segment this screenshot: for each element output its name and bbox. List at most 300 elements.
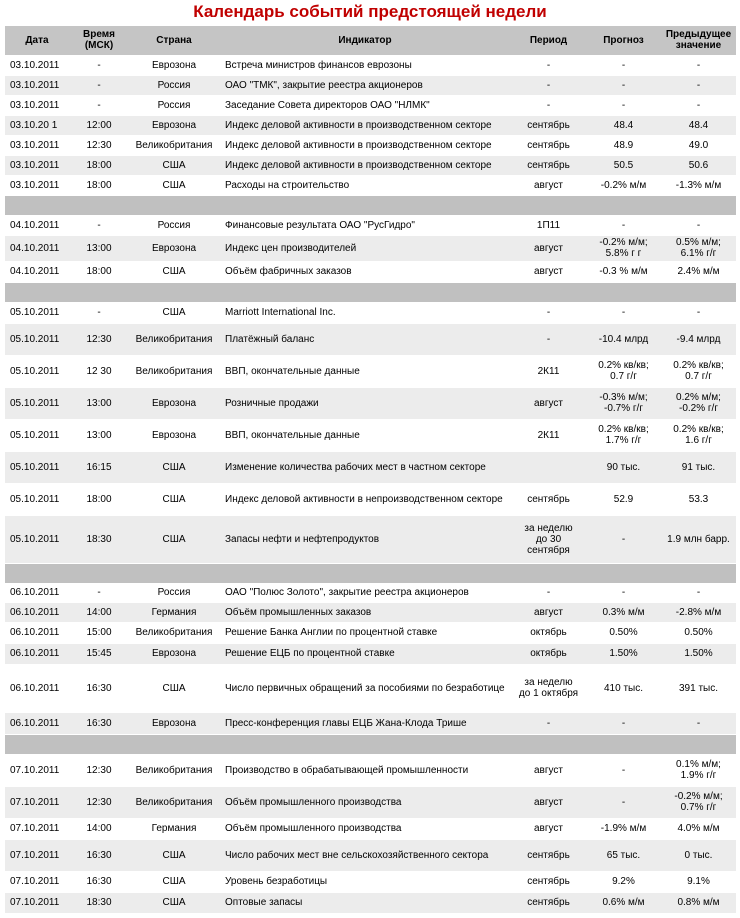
- period-cell: -: [511, 55, 586, 75]
- period-cell: сентябрь: [511, 839, 586, 871]
- table-row: [5, 419, 736, 451]
- date-cell: 07.10.2011: [5, 871, 69, 892]
- date-cell: 07.10.2011: [5, 818, 69, 839]
- forecast-line: 65 тыс.: [606, 849, 641, 861]
- table-row: [5, 75, 736, 95]
- previous-line: -2.8% м/м: [675, 606, 722, 618]
- previous-line: -1.3% м/м: [675, 179, 722, 191]
- indicator-cell: Индекс деловой активности в производственном секторе: [219, 135, 511, 155]
- page-title: Календарь событий предстоящей недели: [193, 2, 547, 21]
- previous-line: 4.0% м/м: [677, 823, 720, 834]
- previous-cell: [661, 786, 736, 818]
- previous-cell: [661, 818, 736, 839]
- time-cell: 12 30: [69, 355, 129, 387]
- previous-line: -0.2% г/г: [679, 403, 718, 414]
- indicator-cell: Финансовые результата ОАО "РусГидро": [219, 215, 511, 235]
- forecast-cell: [586, 664, 661, 712]
- table-row: [5, 235, 736, 261]
- previous-line: 2.4% м/м: [677, 266, 720, 277]
- indicator-cell: Число первичных обращений за пособиями по безработице: [219, 664, 511, 712]
- indicator-cell: Розничные продажи: [219, 387, 511, 419]
- table-row: [5, 892, 736, 913]
- time-cell: 13:00: [69, 419, 129, 451]
- time-cell: 18:00: [69, 175, 129, 195]
- country-cell: США: [129, 175, 219, 195]
- country-cell: Великобритания: [129, 323, 219, 355]
- previous-cell: [661, 451, 736, 483]
- previous-cell: [661, 235, 736, 261]
- country-cell: США: [129, 892, 219, 913]
- previous-line: 53.3: [688, 493, 709, 505]
- table-row: [5, 355, 736, 387]
- country-cell: США: [129, 261, 219, 282]
- previous-cell: [661, 387, 736, 419]
- previous-cell: [661, 419, 736, 451]
- previous-line: 0.7 г/г: [685, 371, 712, 382]
- forecast-line: -: [621, 219, 626, 231]
- table-row: [5, 175, 736, 195]
- date-cell: 04.10.2011: [5, 215, 69, 235]
- previous-line: 0.8% м/м: [677, 897, 720, 908]
- date-cell: 05.10.2011: [5, 419, 69, 451]
- indicator-cell: Запасы нефти и нефтепродуктов: [219, 515, 511, 563]
- previous-line: 1.9 млн барр.: [667, 533, 730, 545]
- time-cell: 16:30: [69, 664, 129, 712]
- table-row: [5, 451, 736, 483]
- country-cell: Еврозона: [129, 387, 219, 419]
- country-cell: Россия: [129, 75, 219, 95]
- forecast-cell: [586, 302, 661, 323]
- date-cell: 05.10.2011: [5, 451, 69, 483]
- forecast-cell: [586, 155, 661, 175]
- indicator-cell: Объём фабричных заказов: [219, 261, 511, 282]
- forecast-cell: [586, 261, 661, 282]
- period-cell: -: [511, 95, 586, 115]
- table-row: [5, 754, 736, 786]
- time-cell: 16:30: [69, 871, 129, 892]
- time-cell: 12:00: [69, 115, 129, 135]
- country-cell: США: [129, 451, 219, 483]
- table-row: [5, 261, 736, 282]
- forecast-line: 52.9: [613, 493, 634, 505]
- period-cell: -: [511, 75, 586, 95]
- time-cell: 16:15: [69, 451, 129, 483]
- forecast-line: 48.4: [613, 119, 634, 131]
- time-cell: 12:30: [69, 754, 129, 786]
- period-cell: август: [511, 175, 586, 195]
- previous-line: 1.9% г/г: [680, 770, 717, 781]
- forecast-line: -: [621, 587, 626, 598]
- indicator-cell: Индекс деловой активности в непроизводственном секторе: [219, 483, 511, 515]
- period-cell: 1П11: [511, 215, 586, 235]
- indicator-cell: Пресс-конференция главы ЕЦБ Жана-Клода Трише: [219, 712, 511, 734]
- period-cell: [511, 451, 586, 483]
- period-line: до 30: [535, 533, 562, 545]
- forecast-line: -: [621, 307, 626, 318]
- forecast-cell: [586, 818, 661, 839]
- previous-line: -: [696, 79, 701, 91]
- forecast-line: -10.4 млрд: [598, 333, 649, 345]
- previous-line: 0.50%: [684, 627, 713, 638]
- date-cell: 03.10.2011: [5, 75, 69, 95]
- previous-line: 91 тыс.: [681, 461, 716, 473]
- forecast-line: 5.8% г г: [605, 248, 642, 259]
- date-cell: 05.10.2011: [5, 302, 69, 323]
- country-cell: Великобритания: [129, 786, 219, 818]
- country-cell: Германия: [129, 818, 219, 839]
- table-row: [5, 515, 736, 563]
- header-period: Период: [511, 26, 586, 55]
- forecast-line: 0.3% м/м: [602, 606, 645, 618]
- indicator-cell: Заседание Совета директоров ОАО "НЛМК": [219, 95, 511, 115]
- previous-cell: [661, 664, 736, 712]
- period-cell: август: [511, 786, 586, 818]
- header-country: Страна: [129, 26, 219, 55]
- forecast-cell: [586, 892, 661, 913]
- forecast-line: 0.7 г/г: [610, 371, 637, 382]
- previous-cell: [661, 754, 736, 786]
- previous-cell: [661, 515, 736, 563]
- date-cell: 06.10.2011: [5, 583, 69, 602]
- table-row: [5, 622, 736, 643]
- previous-line: 0 тыс.: [684, 849, 713, 861]
- previous-line: 1.6 г/г: [685, 435, 712, 446]
- previous-line: 391 тыс.: [678, 682, 718, 694]
- forecast-line: 90 тыс.: [606, 461, 641, 473]
- forecast-cell: [586, 355, 661, 387]
- previous-cell: [661, 871, 736, 892]
- forecast-cell: [586, 75, 661, 95]
- forecast-line: 48.9: [613, 139, 634, 151]
- previous-cell: [661, 302, 736, 323]
- previous-line: -: [696, 219, 701, 231]
- forecast-line: -: [621, 59, 626, 71]
- table-row: [5, 583, 736, 602]
- time-cell: 12:30: [69, 786, 129, 818]
- date-cell: 05.10.2011: [5, 387, 69, 419]
- time-cell: -: [69, 95, 129, 115]
- previous-line: 9.1%: [687, 876, 710, 887]
- previous-cell: [661, 261, 736, 282]
- country-cell: США: [129, 839, 219, 871]
- forecast-cell: [586, 602, 661, 622]
- forecast-cell: [586, 483, 661, 515]
- country-cell: Великобритания: [129, 135, 219, 155]
- time-cell: -: [69, 583, 129, 602]
- table-row: [5, 664, 736, 712]
- time-cell: 16:30: [69, 712, 129, 734]
- day-separator-row: [5, 282, 736, 302]
- forecast-cell: [586, 235, 661, 261]
- separator-cell: [5, 563, 736, 583]
- country-cell: Великобритания: [129, 754, 219, 786]
- indicator-cell: Индекс цен производителей: [219, 235, 511, 261]
- forecast-line: -1.9% м/м: [600, 823, 647, 834]
- separator-cell: [5, 282, 736, 302]
- forecast-line: 0.2% кв/кв;: [598, 424, 649, 435]
- header-row: [5, 26, 736, 55]
- country-cell: Еврозона: [129, 643, 219, 664]
- time-cell: 12:30: [69, 323, 129, 355]
- date-cell: 05.10.2011: [5, 483, 69, 515]
- time-cell: 15:45: [69, 643, 129, 664]
- table-row: [5, 215, 736, 235]
- indicator-cell: Индекс деловой активности в производственном секторе: [219, 155, 511, 175]
- time-cell: -: [69, 302, 129, 323]
- events-calendar-table: [5, 26, 736, 914]
- previous-cell: [661, 155, 736, 175]
- date-cell: 03.10.2011: [5, 175, 69, 195]
- forecast-cell: [586, 95, 661, 115]
- forecast-line: 1.7% г/г: [605, 435, 642, 446]
- country-cell: Еврозона: [129, 419, 219, 451]
- forecast-cell: [586, 215, 661, 235]
- forecast-cell: [586, 712, 661, 734]
- period-cell: [511, 664, 586, 712]
- period-cell: -: [511, 302, 586, 323]
- indicator-cell: Производство в обрабатывающей промышленности: [219, 754, 511, 786]
- indicator-cell: Marriott International Inc.: [219, 302, 511, 323]
- header-date: Дата: [5, 26, 69, 55]
- period-cell: сентябрь: [511, 135, 586, 155]
- time-cell: 13:00: [69, 387, 129, 419]
- country-cell: Россия: [129, 583, 219, 602]
- period-cell: август: [511, 235, 586, 261]
- indicator-cell: Встреча министров финансов еврозоны: [219, 55, 511, 75]
- previous-cell: [661, 95, 736, 115]
- date-cell: 07.10.2011: [5, 892, 69, 913]
- previous-cell: [661, 215, 736, 235]
- time-cell: -: [69, 215, 129, 235]
- table-body: [5, 55, 736, 913]
- previous-cell: [661, 55, 736, 75]
- forecast-cell: [586, 115, 661, 135]
- day-separator-row: [5, 563, 736, 583]
- forecast-cell: [586, 786, 661, 818]
- date-cell: 07.10.2011: [5, 786, 69, 818]
- previous-cell: [661, 175, 736, 195]
- period-cell: [511, 515, 586, 563]
- forecast-line: -: [621, 796, 626, 808]
- indicator-cell: ВВП, окончательные данные: [219, 419, 511, 451]
- forecast-line: -: [621, 717, 626, 729]
- period-line: до 1 октября: [518, 688, 579, 699]
- forecast-cell: [586, 55, 661, 75]
- previous-cell: [661, 583, 736, 602]
- date-cell: 03.10.20 1: [5, 115, 69, 135]
- table-row: [5, 786, 736, 818]
- table-row: [5, 323, 736, 355]
- time-cell: 12:30: [69, 135, 129, 155]
- period-cell: -: [511, 712, 586, 734]
- previous-line: -: [696, 307, 701, 318]
- country-cell: Еврозона: [129, 235, 219, 261]
- country-cell: Великобритания: [129, 355, 219, 387]
- table-row: [5, 712, 736, 734]
- forecast-line: -0.3% м/м;: [599, 392, 648, 403]
- previous-line: -: [696, 99, 701, 111]
- date-cell: 03.10.2011: [5, 135, 69, 155]
- indicator-cell: ОАО "ТМК", закрытие реестра акционеров: [219, 75, 511, 95]
- date-cell: 06.10.2011: [5, 643, 69, 664]
- forecast-cell: [586, 622, 661, 643]
- previous-cell: [661, 355, 736, 387]
- previous-line: 50.6: [688, 159, 709, 171]
- table-row: [5, 387, 736, 419]
- date-cell: 05.10.2011: [5, 515, 69, 563]
- time-cell: 13:00: [69, 235, 129, 261]
- indicator-cell: Решение ЕЦБ по процентной ставке: [219, 643, 511, 664]
- previous-line: 0.2% м/м;: [676, 392, 721, 403]
- period-cell: 2К11: [511, 419, 586, 451]
- indicator-cell: Уровень безработицы: [219, 871, 511, 892]
- date-cell: 06.10.2011: [5, 602, 69, 622]
- header-previous: [661, 26, 736, 55]
- period-cell: август: [511, 602, 586, 622]
- indicator-cell: Решение Банка Англии по процентной ставке: [219, 622, 511, 643]
- date-cell: 03.10.2011: [5, 55, 69, 75]
- separator-cell: [5, 734, 736, 754]
- previous-cell: [661, 115, 736, 135]
- previous-line: 0.2% кв/кв;: [673, 424, 724, 435]
- header-time: [69, 26, 129, 55]
- table-row: [5, 871, 736, 892]
- header-forecast: Прогноз: [586, 26, 661, 55]
- forecast-cell: [586, 135, 661, 155]
- forecast-line: 410 тыс.: [603, 682, 643, 694]
- period-cell: 2К11: [511, 355, 586, 387]
- forecast-cell: [586, 871, 661, 892]
- table-row: [5, 818, 736, 839]
- forecast-cell: [586, 839, 661, 871]
- country-cell: Россия: [129, 95, 219, 115]
- period-cell: август: [511, 818, 586, 839]
- date-cell: 03.10.2011: [5, 95, 69, 115]
- previous-cell: [661, 323, 736, 355]
- country-cell: США: [129, 483, 219, 515]
- period-cell: -: [511, 583, 586, 602]
- table-row: [5, 602, 736, 622]
- indicator-cell: Расходы на строительство: [219, 175, 511, 195]
- previous-line: -9.4 млрд: [676, 333, 721, 345]
- indicator-cell: Платёжный баланс: [219, 323, 511, 355]
- header-prev-line2: значение: [675, 40, 722, 52]
- previous-line: 0.7% г/г: [680, 802, 717, 813]
- date-cell: 05.10.2011: [5, 355, 69, 387]
- period-cell: август: [511, 261, 586, 282]
- date-cell: 06.10.2011: [5, 622, 69, 643]
- country-cell: США: [129, 155, 219, 175]
- header-indicator: Индикатор: [219, 26, 511, 55]
- country-cell: Великобритания: [129, 622, 219, 643]
- country-cell: Еврозона: [129, 115, 219, 135]
- previous-cell: [661, 839, 736, 871]
- country-cell: США: [129, 515, 219, 563]
- forecast-cell: [586, 583, 661, 602]
- time-cell: 16:30: [69, 839, 129, 871]
- forecast-line: -0.7% г/г: [604, 403, 643, 414]
- indicator-cell: Объём промышленного производства: [219, 786, 511, 818]
- header-time-line2: (МСК): [84, 40, 114, 52]
- period-cell: август: [511, 387, 586, 419]
- period-line: за неделю: [524, 522, 573, 534]
- indicator-cell: Изменение количества рабочих мест в частном секторе: [219, 451, 511, 483]
- time-cell: 18:30: [69, 515, 129, 563]
- table-row: [5, 95, 736, 115]
- period-cell: сентябрь: [511, 892, 586, 913]
- forecast-line: -: [621, 79, 626, 91]
- forecast-line: -0.2% м/м: [600, 179, 647, 191]
- forecast-line: 0.6% м/м: [602, 897, 645, 908]
- period-cell: октябрь: [511, 622, 586, 643]
- forecast-line: 0.2% кв/кв;: [598, 360, 649, 371]
- forecast-line: -0.3 % м/м: [599, 266, 648, 277]
- previous-line: 48.4: [688, 119, 709, 131]
- header-time-line1: Время: [83, 29, 115, 41]
- header-prev-line1: Предыдущее: [665, 29, 732, 41]
- date-cell: 07.10.2011: [5, 839, 69, 871]
- day-separator-row: [5, 734, 736, 754]
- forecast-line: -: [621, 99, 626, 111]
- previous-line: 0.2% кв/кв;: [673, 360, 724, 371]
- previous-cell: [661, 602, 736, 622]
- forecast-cell: [586, 419, 661, 451]
- date-cell: 03.10.2011: [5, 155, 69, 175]
- time-cell: 18:00: [69, 483, 129, 515]
- table-row: [5, 643, 736, 664]
- previous-line: -: [696, 717, 701, 729]
- forecast-cell: [586, 643, 661, 664]
- date-cell: 04.10.2011: [5, 261, 69, 282]
- table-row: [5, 839, 736, 871]
- period-line: за неделю: [524, 677, 573, 688]
- period-cell: сентябрь: [511, 483, 586, 515]
- previous-line: -0.2% м/м;: [674, 791, 723, 802]
- table-row: [5, 55, 736, 75]
- country-cell: Еврозона: [129, 712, 219, 734]
- previous-cell: [661, 135, 736, 155]
- forecast-cell: [586, 323, 661, 355]
- period-cell: сентябрь: [511, 115, 586, 135]
- previous-cell: [661, 712, 736, 734]
- country-cell: США: [129, 871, 219, 892]
- time-cell: -: [69, 55, 129, 75]
- previous-cell: [661, 892, 736, 913]
- forecast-line: 0.50%: [609, 627, 638, 638]
- forecast-line: 9.2%: [612, 876, 635, 887]
- previous-line: -: [696, 587, 701, 598]
- indicator-cell: Число рабочих мест вне сельскохозяйственного сектора: [219, 839, 511, 871]
- time-cell: -: [69, 75, 129, 95]
- time-cell: 18:30: [69, 892, 129, 913]
- date-cell: 07.10.2011: [5, 754, 69, 786]
- time-cell: 14:00: [69, 602, 129, 622]
- forecast-cell: [586, 515, 661, 563]
- time-cell: 15:00: [69, 622, 129, 643]
- previous-line: -: [696, 59, 701, 71]
- forecast-line: -: [621, 533, 626, 545]
- indicator-cell: Объём промышленных заказов: [219, 602, 511, 622]
- previous-line: 0.5% м/м;: [676, 237, 721, 248]
- country-cell: Еврозона: [129, 55, 219, 75]
- period-cell: август: [511, 754, 586, 786]
- table-row: [5, 115, 736, 135]
- previous-line: 0.1% м/м;: [676, 759, 721, 770]
- time-cell: 18:00: [69, 155, 129, 175]
- forecast-line: -0.2% м/м;: [599, 237, 648, 248]
- forecast-cell: [586, 387, 661, 419]
- indicator-cell: ОАО "Полюс Золото", закрытие реестра акционеров: [219, 583, 511, 602]
